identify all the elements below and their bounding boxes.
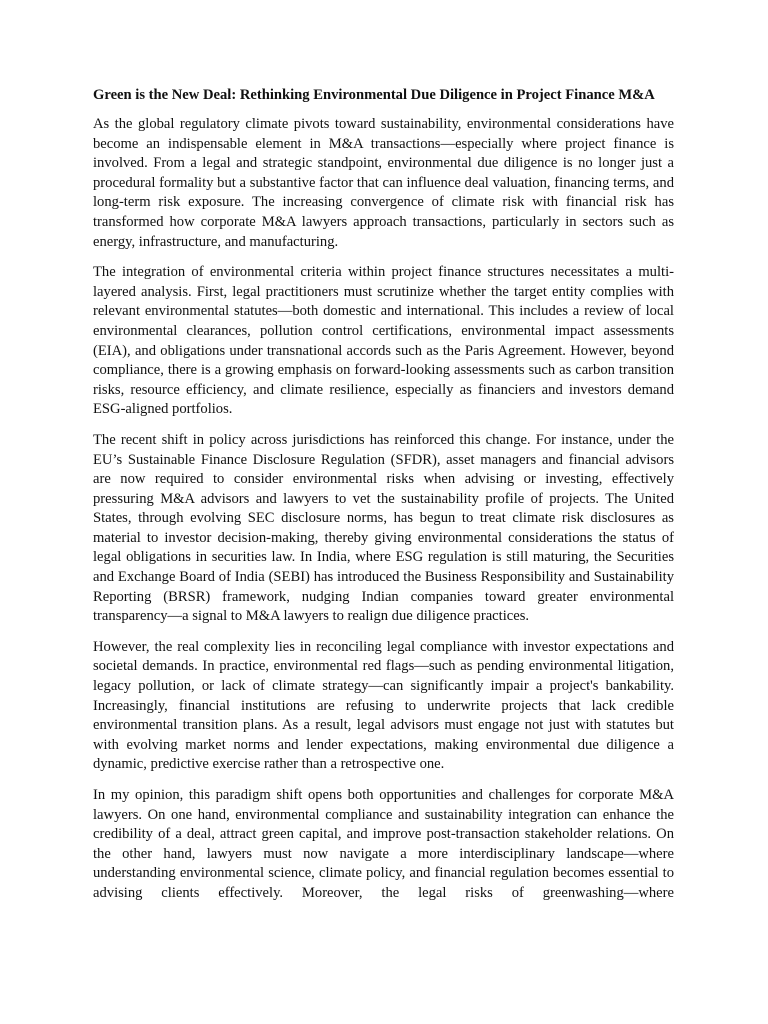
paragraph-2: The integration of environmental criteria within project finance structures necessitates a multi-layered analysis. First, legal practitioners must scrutinize whether the target entity complies with relevant environmental statutes—both domestic and international. This includes a review of local environmental clearances, pollution control certifications, environmental impact assessments (EIA), and obligations under transnational accords such as the Paris Agreement. However, beyond compliance, there is a growing emphasis on forward-looking assessments such as carbon transition risks, resource efficiency, and climate resilience, especially as financiers and investors demand ESG-aligned portfolios.: [93, 264, 674, 418]
paragraph-5: In my opinion, this paradigm shift opens both opportunities and challenges for corporate M&A lawyers. On one hand, environmental compliance and sustainability integration can enhance the credibility of a deal, attract green capital, and improve post-transaction stakeholder relations. On the other hand, lawyers must now navigate a more interdisciplinary landscape—where understanding environmental science, climate policy, and financial regulation becomes essential to advising clients effectively. Moreover, the legal risks of greenwashing—where: [93, 787, 674, 901]
paragraph-4: However, the real complexity lies in reconciling legal compliance with investor expectations and societal demands. In practice, environmental red flags—such as pending environmental litigation, legacy pollution, or lack of climate strategy—can significantly impair a project's bankability. Increasingly, financial institutions are refusing to underwrite projects that lack credible environmental transition plans. As a result, legal advisors must engage not just with statutes but with evolving market norms and lender expectations, making environmental due diligence a dynamic, predictive exercise rather than a retrospective one.: [93, 638, 674, 773]
paragraph-3: The recent shift in policy across jurisdictions has reinforced this change. For instance, under the EU’s Sustainable Finance Disclosure Regulation (SFDR), asset managers and financial advisors are now required to consider environmental risks when advising or investing, effectively pressuring M&A advisors and lawyers to vet the sustainability profile of projects. The United States, through evolving SEC disclosure norms, has begun to treat climate risk disclosures as material to investor decision-making, thereby giving environmental considerations the status of legal obligations in securities law. In India, where ESG regulation is still maturing, the Securities and Exchange Board of India (SEBI) has introduced the Business Responsibility and Sustainability Reporting (BRSR) framework, nudging Indian companies toward greater environmental transparency—a signal to M&A lawyers to realign due diligence practices.: [93, 431, 674, 625]
document-title: Green is the New Deal: Rethinking Environmental Due Diligence in Project Finance M&A: [93, 87, 655, 103]
paragraph-1: As the global regulatory climate pivots toward sustainability, environmental considerations have become an indispensable element in M&A transactions—especially where project finance is involved. From a legal and strategic standpoint, environmental due diligence is no longer just a procedural formality but a substantive factor that can influence deal valuation, financing terms, and long-term risk exposure. The increasing convergence of climate risk with financial risk has transformed how corporate M&A lawyers approach transactions, particularly in sectors such as energy, infrastructure, and manufacturing.: [93, 116, 674, 250]
document-body: [93, 85, 674, 904]
